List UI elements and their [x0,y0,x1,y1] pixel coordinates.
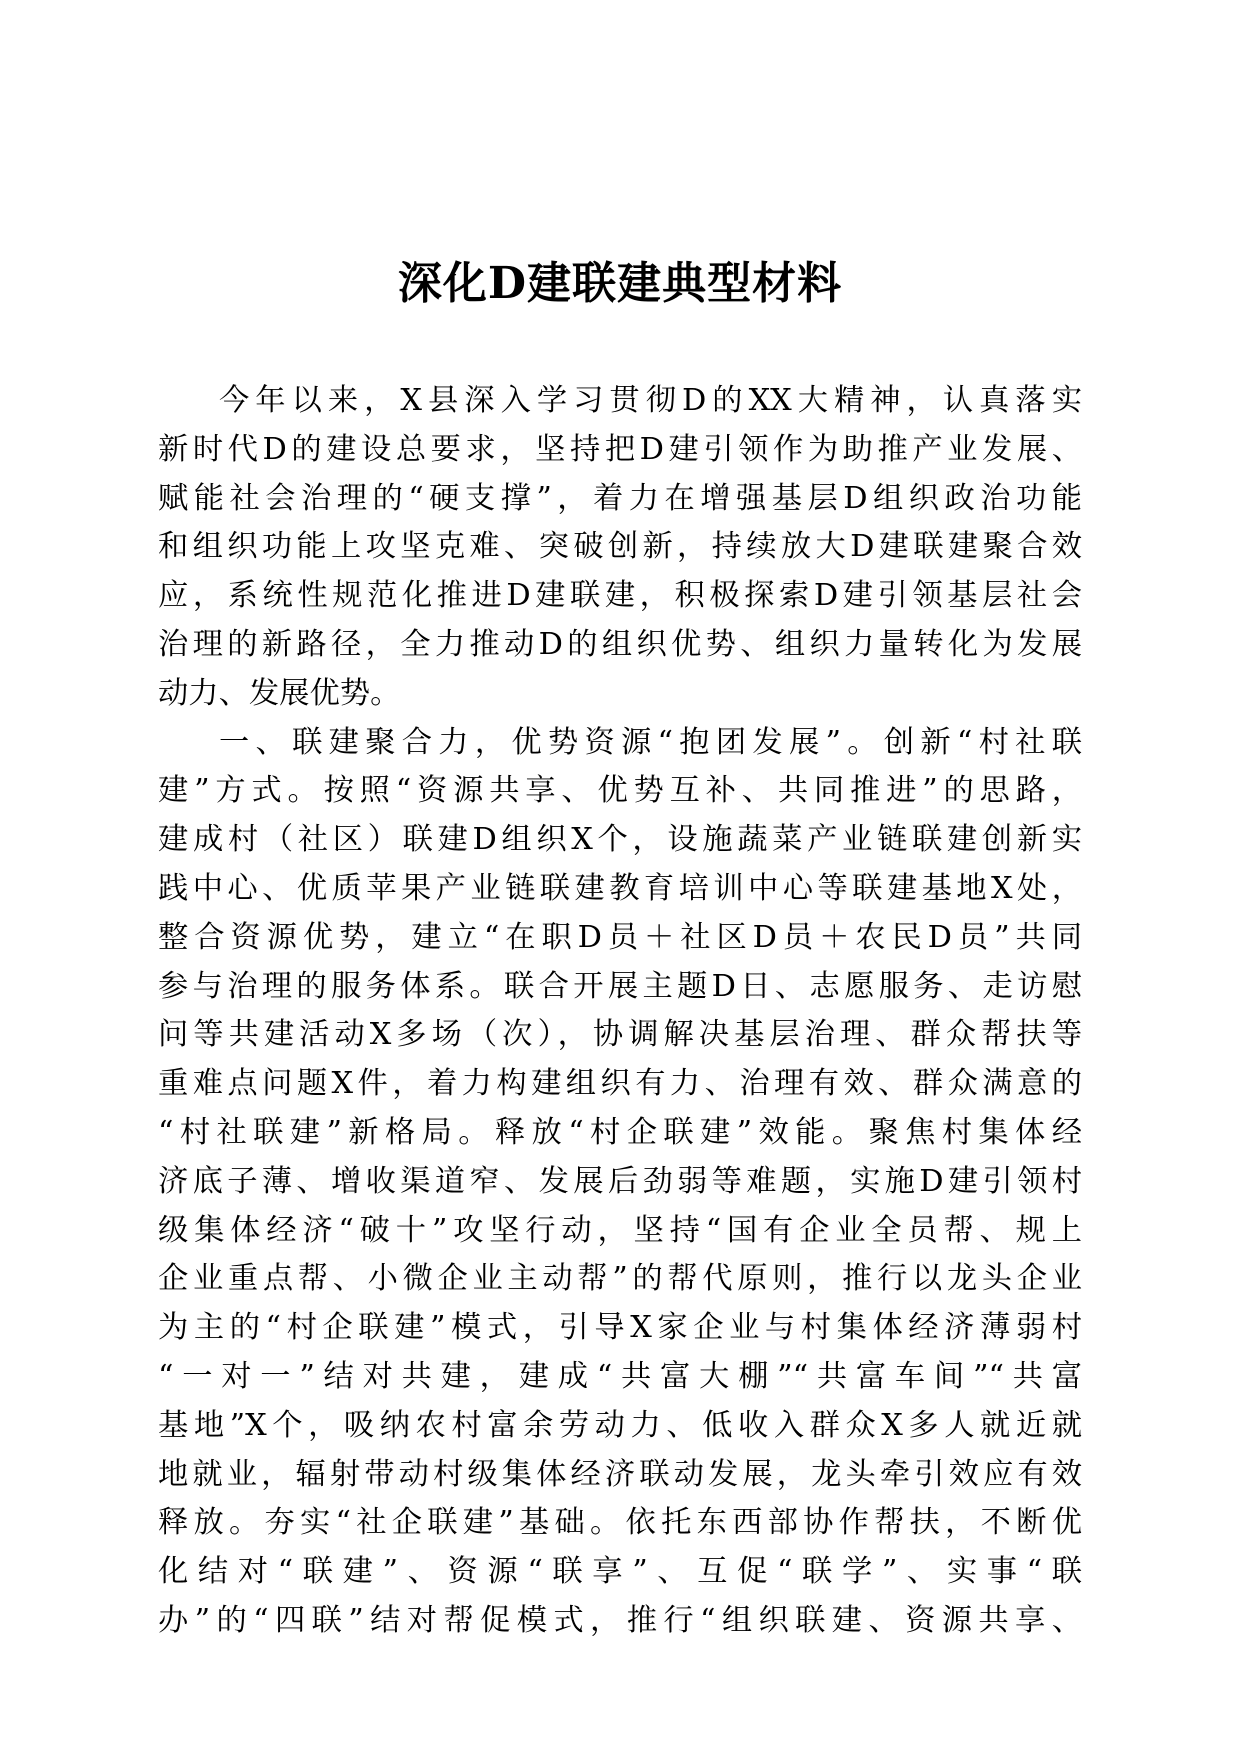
paragraph-line: 参与治理的服务体系。联合开展主题D日、志愿服务、走访慰 [158,968,1082,1004]
paragraph-line: 一、联建聚合力，优势资源“抱团发展”。创新“村社联 [219,724,1082,760]
paragraph-line: 重难点问题X件，着力构建组织有力、治理有效、群众满意的 [158,1066,1082,1102]
paragraph-line: 和组织功能上攻坚克难、突破创新，持续放大D建联建聚合效 [158,529,1082,565]
document-title: 深化D建联建典型材料 [397,258,843,309]
paragraph-line: 今年以来，X县深入学习贯彻D的XX大精神，认真落实 [219,383,1082,418]
paragraph-line: 化结对“联建”、资源“联享”、互促“联学”、实事“联 [158,1554,1082,1590]
paragraph-line: 新时代D的建设总要求，坚持把D建引领作为助推产业发展、 [158,431,1082,467]
paragraph-line: 赋能社会治理的“硬支撑”，着力在增强基层D组织政治功能 [158,480,1082,516]
paragraph-line: 企业重点帮、小微企业主动帮”的帮代原则，推行以龙头企业 [158,1261,1082,1297]
paragraph-1 [158,377,1082,719]
paragraph-line: “村社联建”新格局。释放“村企联建”效能。聚焦村集体经 [158,1114,1082,1150]
paragraph-2 [158,719,1082,1646]
paragraph-line: 问等共建活动X多场（次），协调解决基层治理、群众帮扶等 [158,1017,1082,1053]
paragraph-line: 为主的“村企联建”模式，引导X家企业与村集体经济薄弱村 [158,1310,1082,1346]
paragraph-line: 应，系统性规范化推进D建联建，积极探索D建引领基层社会 [158,578,1082,614]
paragraph-line: 践中心、优质苹果产业链联建教育培训中心等联建基地X处， [158,870,1082,906]
paragraph-line: 级集体经济“破十”攻坚行动，坚持“国有企业全员帮、规上 [158,1212,1082,1248]
paragraph-line: 地就业，辐射带动村级集体经济联动发展，龙头牵引效应有效 [158,1456,1082,1492]
paragraph-line: 整合资源优势，建立“在职D员＋社区D员＋农民D员”共同 [158,919,1082,955]
paragraph-line: 基地”X个，吸纳农村富余劳动力、低收入群众X多人就近就 [158,1407,1082,1443]
paragraph-line: 释放。夯实“社企联建”基础。依托东西部协作帮扶，不断优 [158,1505,1082,1541]
paragraph-line: 建”方式。按照“资源共享、优势互补、共同推进”的思路， [158,773,1082,809]
paragraph-line: 办”的“四联”结对帮促模式，推行“组织联建、资源共享、 [158,1602,1082,1638]
paragraph-line: 建成村（社区）联建D组织X个，设施蔬菜产业链联建创新实 [158,822,1082,858]
document-body [158,377,1082,1646]
paragraph-line: 治理的新路径，全力推动D的组织优势、组织力量转化为发展 [158,626,1082,662]
paragraph-line: “一对一”结对共建，建成“共富大棚”“共富车间”“共富 [158,1358,1082,1394]
paragraph-line: 济底子薄、增收渠道窄、发展后劲弱等难题，实施D建引领村 [158,1163,1082,1199]
paragraph-line: 动力、发展优势。 [158,675,401,711]
